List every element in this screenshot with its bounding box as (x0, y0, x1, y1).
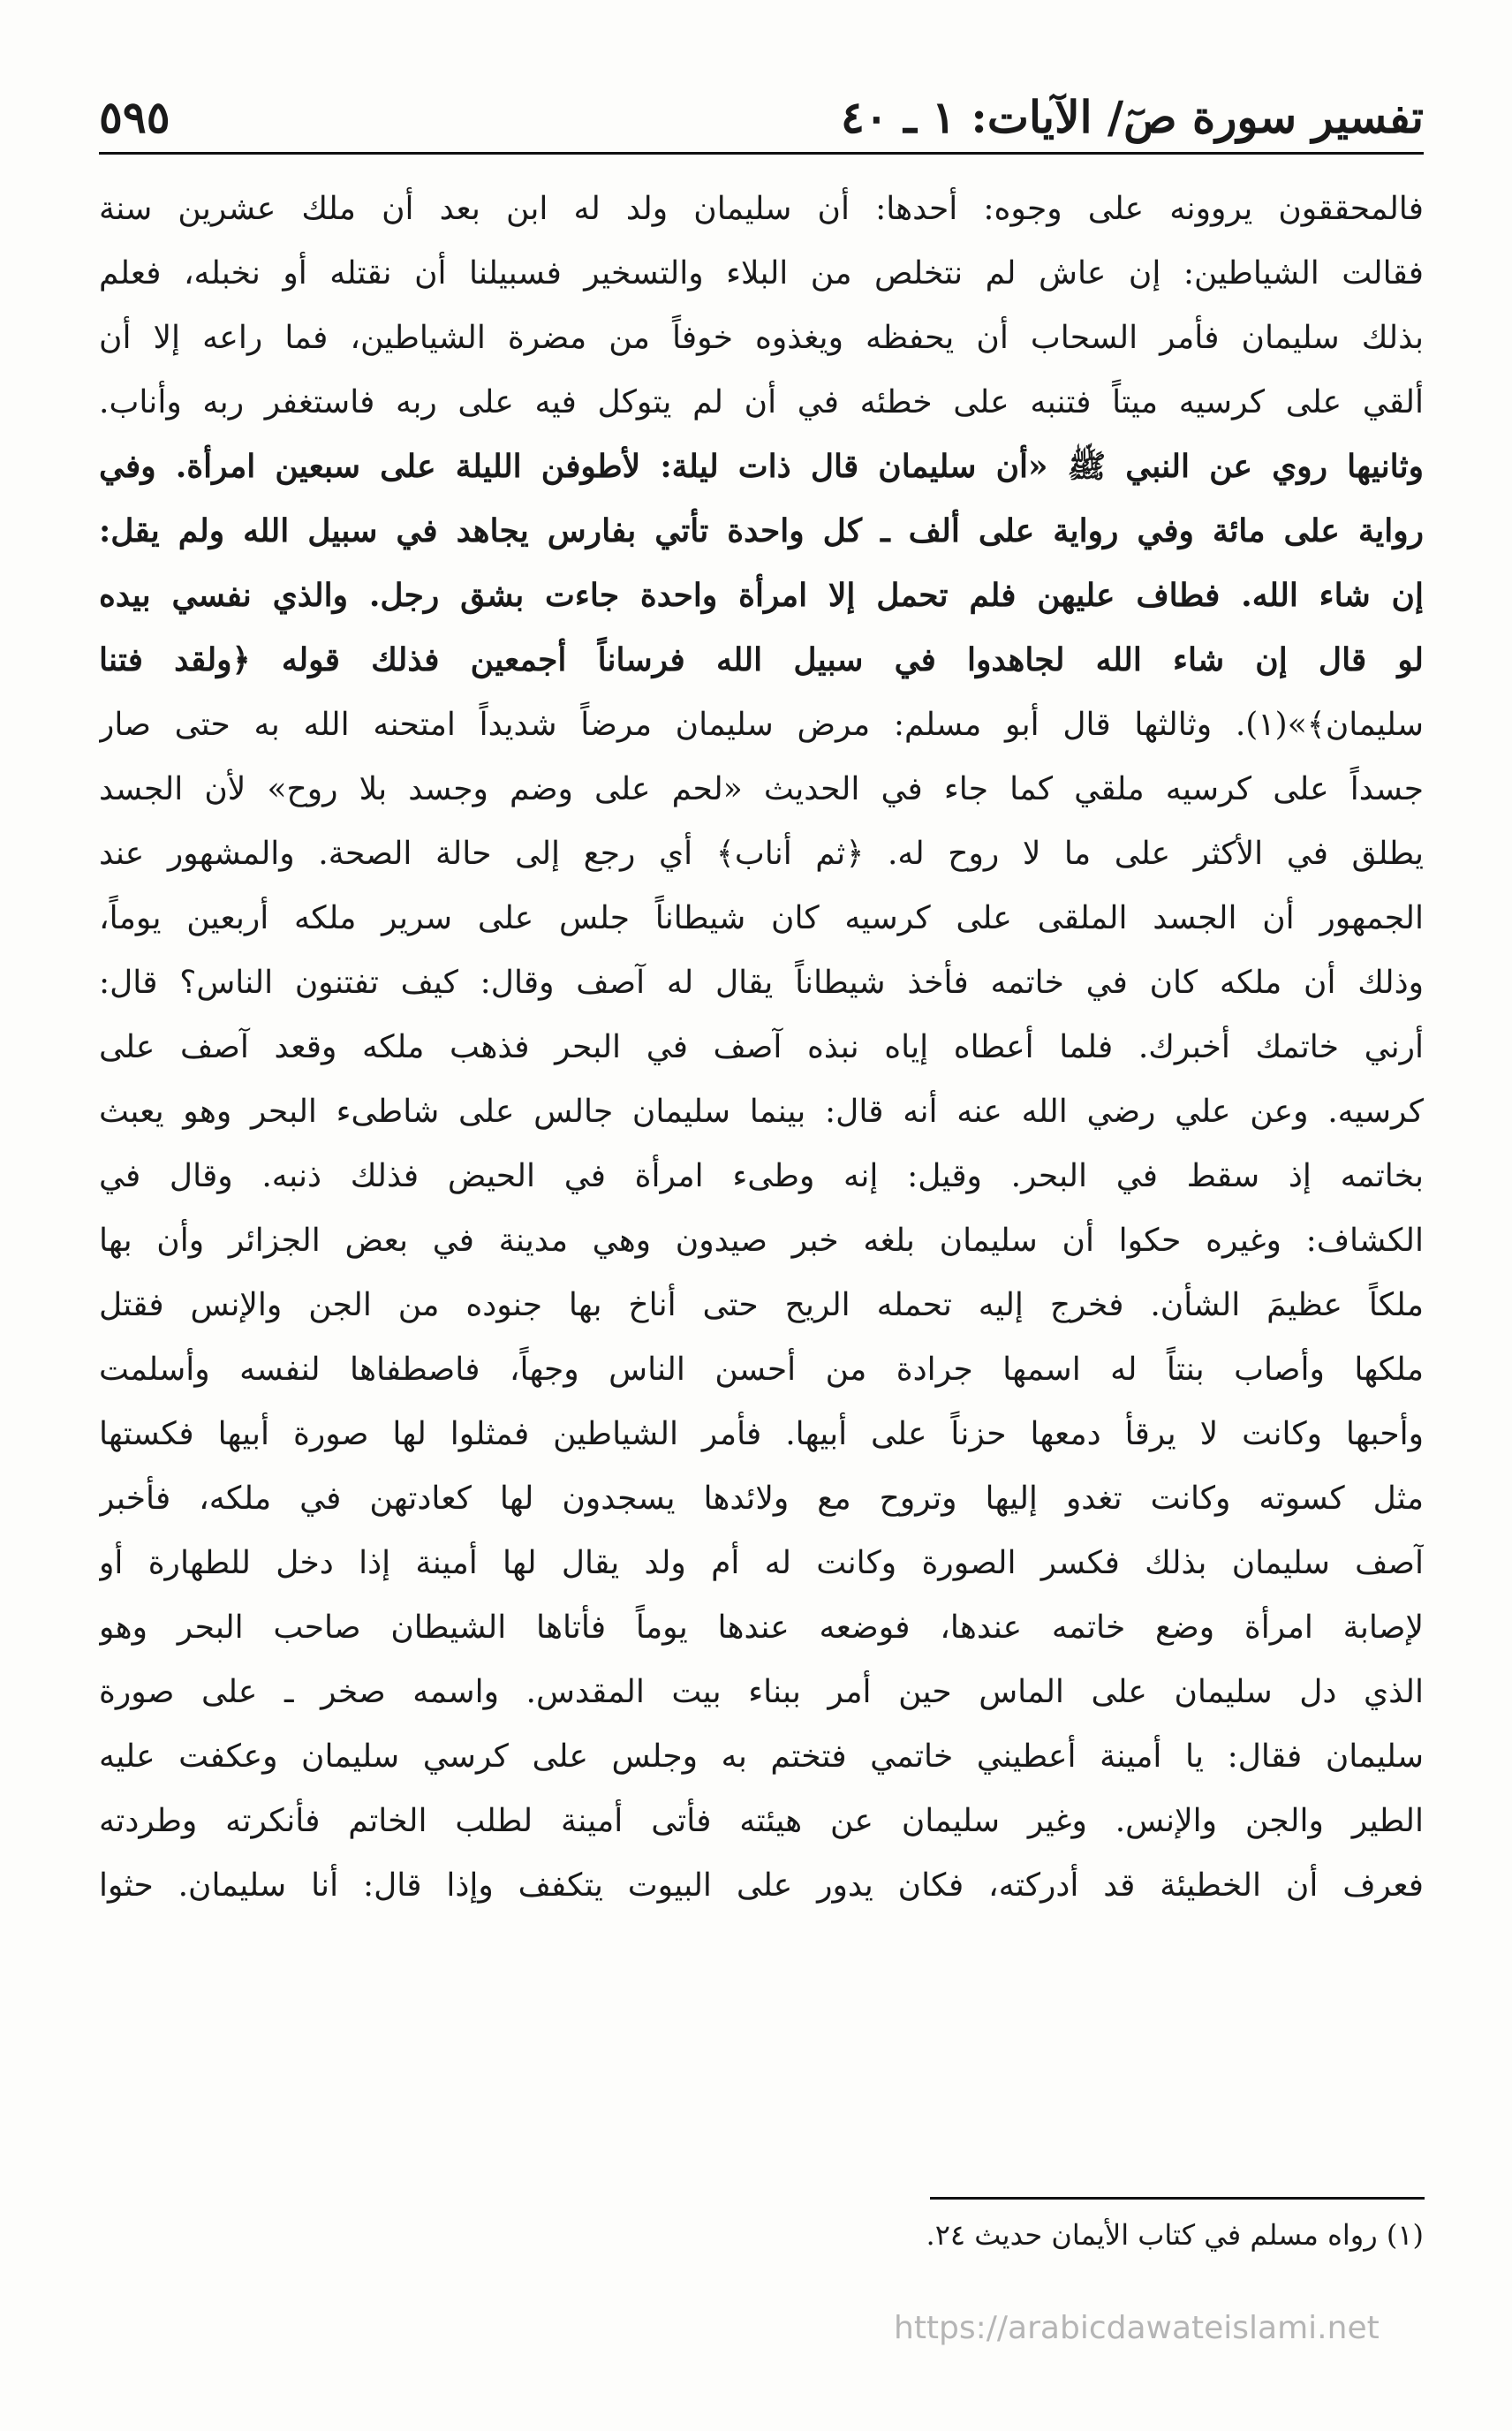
text-line: أرني خاتمك أخبرك. فلما أعطاه إياه نبذه آصف في البحر فذهب ملكه وقعد آصف على (99, 1029, 1424, 1065)
text-line: ألقي على كرسيه ميتاً فتنبه على خطئه في أن لم يتوكل فيه على ربه فاستغفر ربه وأناب. (99, 384, 1424, 420)
text-line: الطير والجن والإنس. وغير سليمان عن هيئته فأتى أمينة لطلب الخاتم فأنكرته وطردته (99, 1803, 1424, 1839)
text-line: يطلق في الأكثر على ما لا روح له. ﴿ثم أناب﴾ أي رجع إلى حالة الصحة. والمشهور عند (99, 836, 1424, 872)
text-line: سليمان﴾»(١). وثالثها قال أبو مسلم: مرض سليمان مرضاً شديداً امتحنه الله به حتى صار (99, 707, 1424, 743)
text-line: جسداً على كرسيه ملقي كما جاء في الحديث «لحم على وضم وجسد بلا روح» لأن الجسد (99, 771, 1424, 807)
text-line-hadith: وثانيها روي عن النبي ﷺ «أن سليمان قال ذات ليلة: لأطوفن الليلة على سبعين امرأة. وفي (99, 448, 1424, 485)
text-line: لإصابة امرأة وضع خاتمه عندها، فوضعه عندها يوماً فأتاها الشيطان صاحب البحر وهو (99, 1609, 1424, 1646)
text-line: ملكاً عظيمَ الشأن. فخرج إليه تحمله الريح حتى أناخ بها جنوده من الجن والإنس فقتل (99, 1287, 1424, 1323)
text-line: بخاتمه إذ سقط في البحر. وقيل: إنه وطىء امرأة في الحيض فذلك ذنبه. وقال في (99, 1158, 1424, 1194)
text-line: مثل كسوته وكانت تغدو إليها وتروح مع ولائدها يسجدون لها كعادتهن في ملكه، فأخبر (99, 1481, 1424, 1517)
text-line: وذلك أن ملكه كان في خاتمه فأخذ شيطاناً يقال له آصف وقال: كيف تفتنون الناس؟ قال: (99, 965, 1424, 1001)
watermark-url: https://arabicdawateislami.net (894, 2310, 1380, 2346)
text-line: الكشاف: وغيره حكوا أن سليمان بلغه خبر صيدون وهي مدينة في بعض الجزائر وأن بها (99, 1223, 1424, 1259)
text-line: ملكها وأصاب بنتاً له اسمها جرادة من أحسن الناس وجهاً، فاصطفاها لنفسه وأسلمت (99, 1352, 1424, 1388)
text-line-hadith: لو قال إن شاء الله لجاهدوا في سبيل الله فرساناً أجمعين فذلك قوله ﴿ولقد فتنا (99, 641, 1424, 678)
text-line: كرسيه. وعن علي رضي الله عنه أنه قال: بينما سليمان جالس على شاطىء البحر وهو يعبث (99, 1094, 1424, 1130)
text-line-hadith: رواية على مائة وفي رواية على ألف ـ كل واحدة تأتي بفارس يجاهد في سبيل الله ولم يقل: (99, 512, 1424, 549)
footnote: (١) رواه مسلم في كتاب الأيمان حديث ٢٤. (926, 2218, 1424, 2252)
text-line: الجمهور أن الجسد الملقى على كرسيه كان شيطاناً جلس على سرير ملكه أربعين يوماً، (99, 900, 1424, 936)
text-line-hadith: إن شاء الله. فطاف عليهن فلم تحمل إلا امرأة واحدة جاءت بشق رجل. والذي نفسي بيده (99, 577, 1424, 614)
footnote-divider (930, 2197, 1425, 2200)
text-line: بذلك سليمان فأمر السحاب أن يحفظه ويغذوه خوفاً من مضرة الشياطين، فما راعه إلا أن (99, 320, 1424, 356)
text-line: فقالت الشياطين: إن عاش لم نتخلص من البلاء والتسخير فسبيلنا أن نقتله أو نخبله، فعلم (99, 255, 1424, 292)
running-header (99, 84, 1424, 155)
header-divider (99, 152, 1424, 155)
text-line: فعرف أن الخطيئة قد أدركته، فكان يدور على البيوت يتكفف وإذا قال: أنا سليمان. حثوا (99, 1867, 1424, 1904)
page-number: ٥٩٥ (99, 91, 170, 143)
text-line: فالمحققون يروونه على وجوه: أحدها: أن سليمان ولد له ابن بعد أن ملك عشرين سنة (99, 191, 1424, 227)
text-line: وأحبها وكانت لا يرقأ دمعها حزناً على أبيها. فأمر الشياطين فمثلوا لها صورة أبيها فكستها (99, 1416, 1424, 1452)
body-text (99, 177, 1424, 1918)
text-line: الذي دل سليمان على الماس حين أمر ببناء بيت المقدس. واسمه صخر ـ على صورة (99, 1674, 1424, 1710)
header-title: تفسير سورة صٓ/ الآيات: ١ ـ ٤٠ (840, 91, 1424, 143)
text-line: سليمان فقال: يا أمينة أعطيني خاتمي فتختم به وجلس على كرسي سليمان وعكفت عليه (99, 1738, 1424, 1775)
text-line: آصف سليمان بذلك فكسر الصورة وكانت له أم ولد يقال لها أمينة إذا دخل للطهارة أو (99, 1545, 1424, 1581)
